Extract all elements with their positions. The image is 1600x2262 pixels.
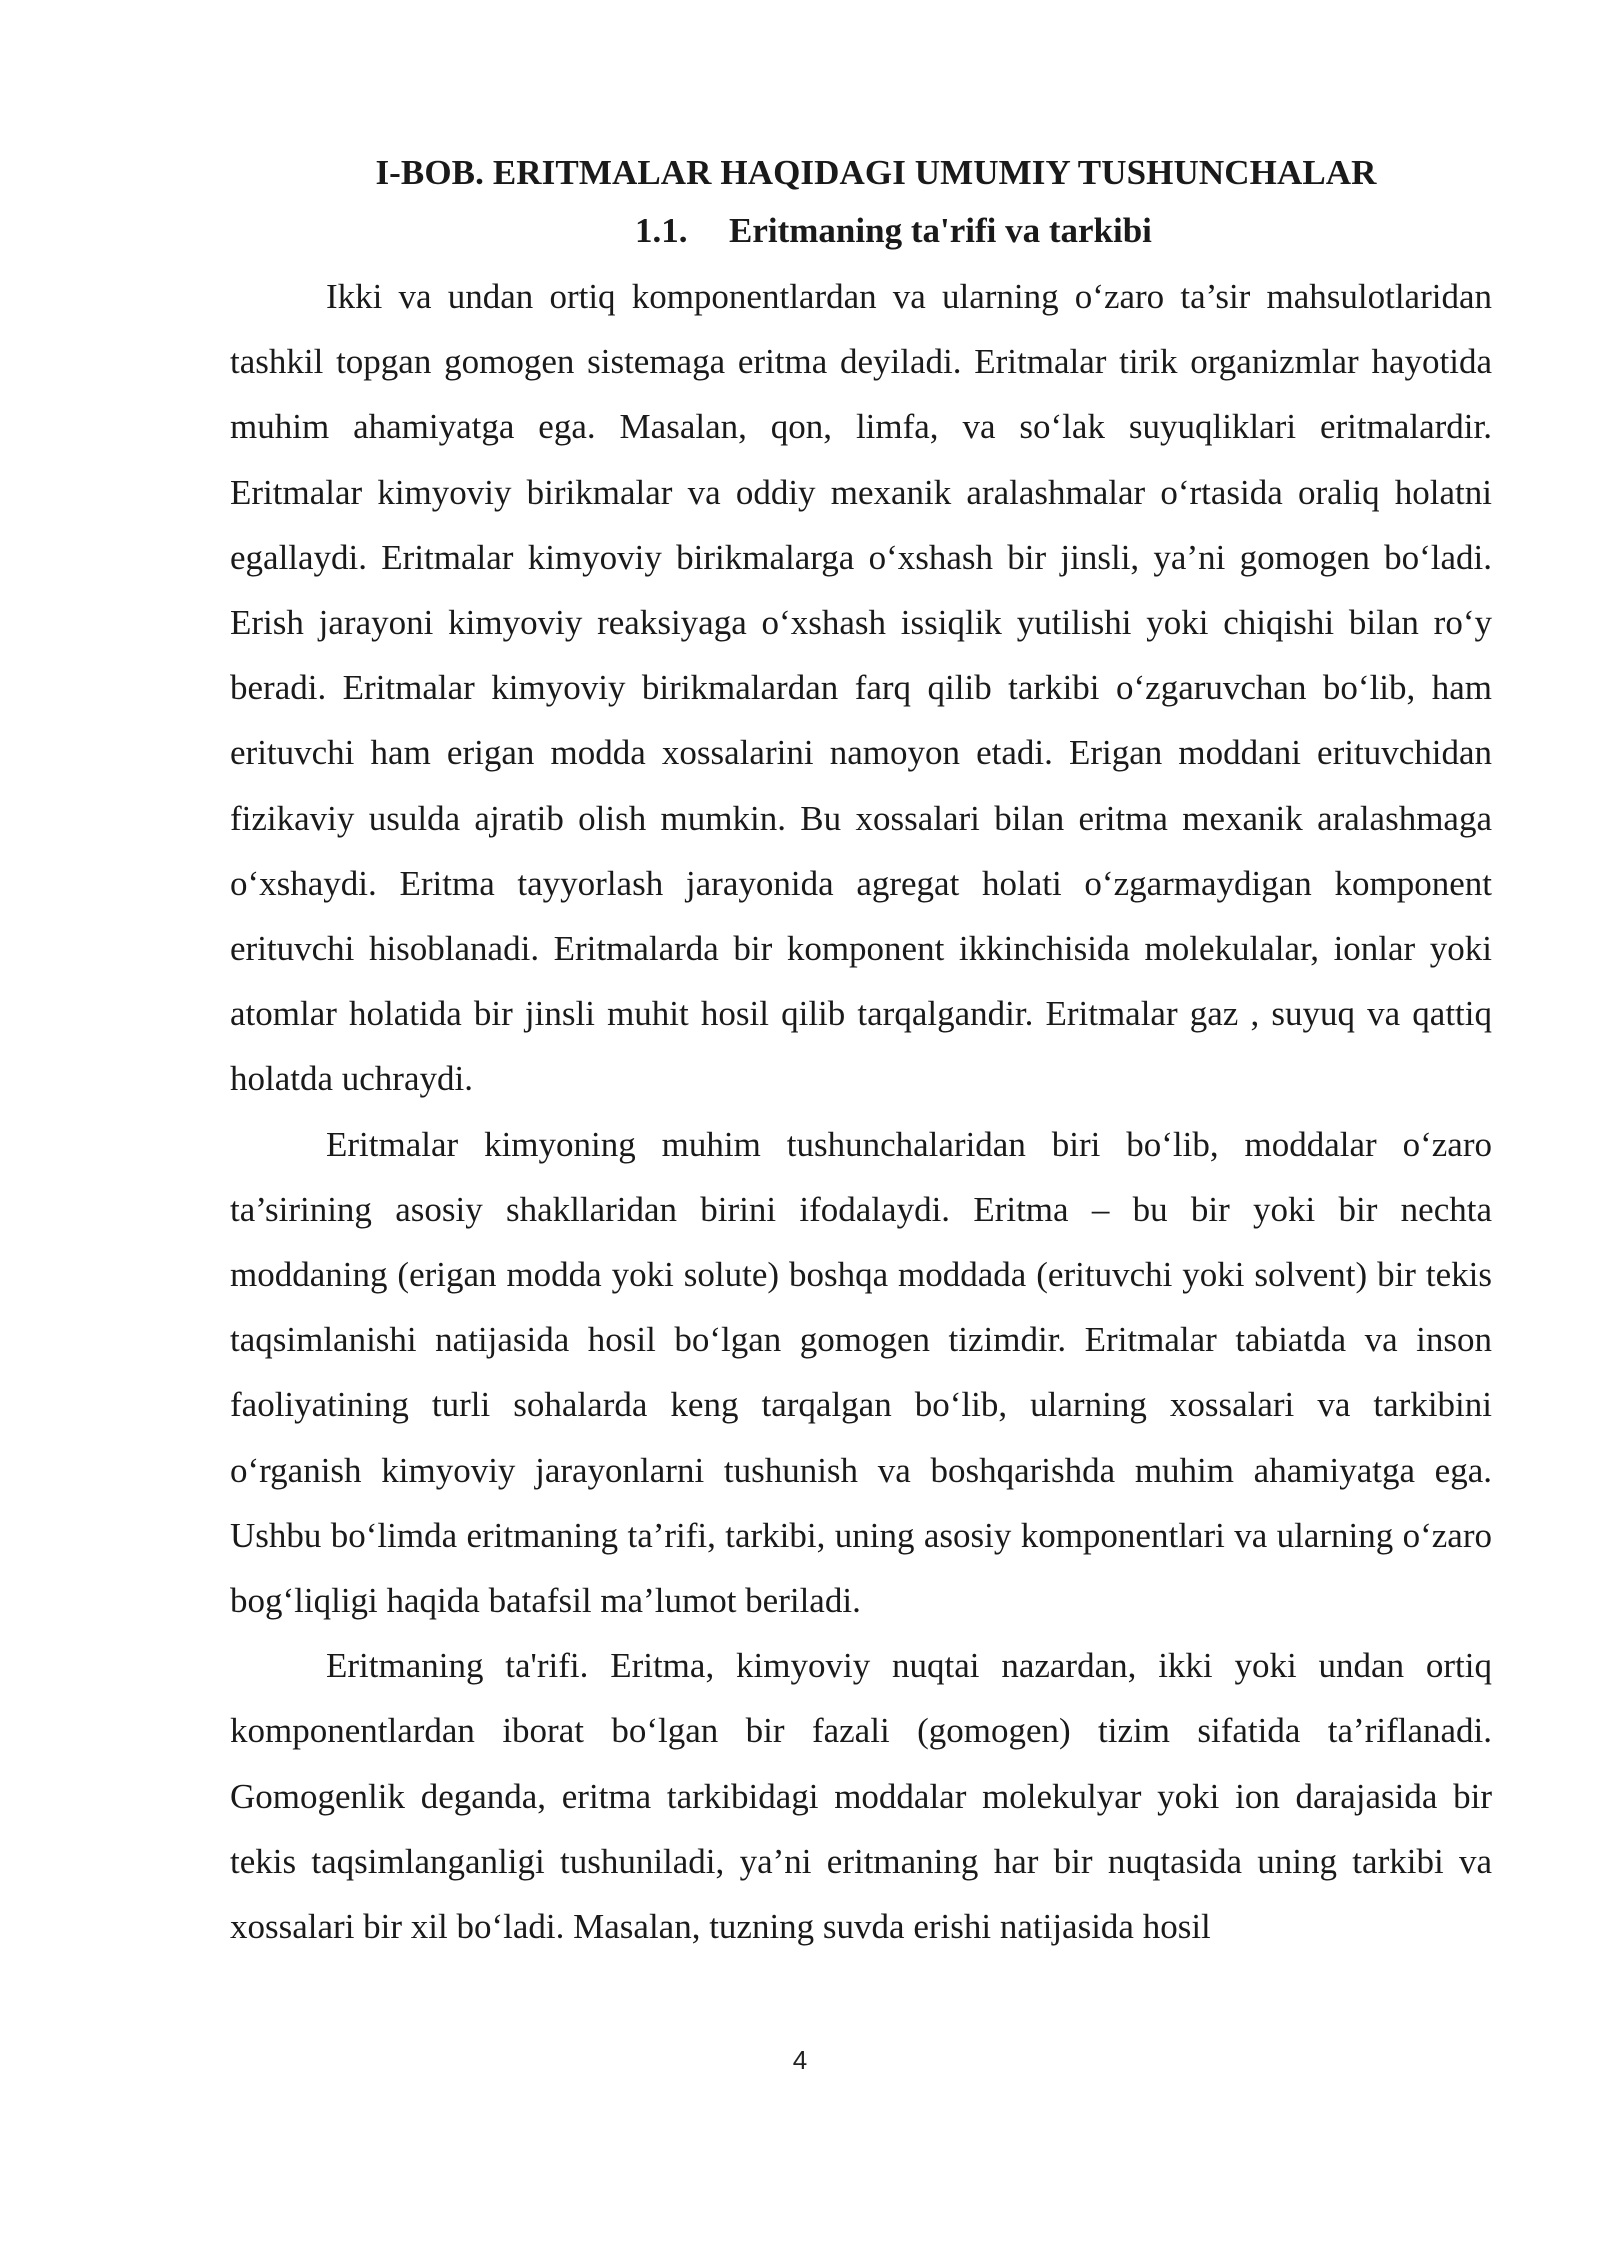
section-title: Eritmaning ta'rifi va tarkibi bbox=[729, 211, 1152, 250]
paragraph-1: Ikki va undan ortiq komponentlardan va ularning o‘zaro ta’sir mahsulotlaridan tashkil topgan gomogen sistemaga eritma deyiladi. Eritmalar tirik organizmlar hayotida muhim ahamiyatga ega. Masalan, qon, limfa, va so‘lak suyuqliklari eritmalardir. Eritmalar kimyoviy birikmalar va oddiy mexanik aralashmalar o‘rtasida oraliq holatni egallaydi. Eritmalar kimyoviy birikmalarga o‘xshash bir jinsli, ya’ni gomogen bo‘ladi. Erish jarayoni kimyoviy reaksiyaga o‘xshash issiqlik yutilishi yoki chiqishi bilan ro‘y beradi. Eritmalar kimyoviy birikmalardan farq qilib tarkibi o‘zgaruvchan bo‘lib, ham erituvchi ham erigan modda xossalarini namoyon etadi. Erigan moddani erituvchidan fizikaviy usulda ajratib olish mumkin. Bu xossalari bilan eritma mexanik aralashmaga o‘xshaydi. Eritma tayyorlash jarayonida agregat holati o‘zgarmaydigan komponent erituvchi hisoblanadi. Eritmalarda bir komponent ikkinchisida molekulalar, ionlar yoki atomlar holatida bir jinsli muhit hosil qilib tarqalgandir. Eritmalar gaz , suyuq va qattiq holatda uchraydi. bbox=[230, 277, 1492, 1099]
section-heading bbox=[230, 208, 1492, 254]
paragraph-2: Eritmalar kimyoning muhim tushunchalaridan biri bo‘lib, moddalar o‘zaro ta’sirining asosiy shakllaridan birini ifodalaydi. Eritma – bu bir yoki bir nechta moddaning (erigan modda yoki solute) boshqa moddada (erituvchi yoki solvent) bir tekis taqsimlanishi natijasida hosil bo‘lgan gomogen tizimdir. Eritmalar tabiatda va inson faoliyatining turli sohalarda keng tarqalgan bo‘lib, ularning xossalari va tarkibini o‘rganish kimyoviy jarayonlarni tushunish va boshqarishda muhim ahamiyatga ega. Ushbu bo‘limda eritmaning ta’rifi, tarkibi, uning asosiy komponentlari va ularning o‘zaro bog‘liqligi haqida batafsil ma’lumot beriladi. bbox=[230, 1124, 1492, 1621]
page-number: 4 bbox=[792, 2045, 808, 2075]
paragraph-3: Eritmaning ta'rifi. Eritma, kimyoviy nuqtai nazardan, ikki yoki undan ortiq komponentlardan iborat bo‘lgan bir fazali (gomogen) tizim sifatida ta’riflanadi. Gomogenlik deganda, eritma tarkibidagi moddalar molekulyar yoki ion darajasida bir tekis taqsimlanganligi tushuniladi, ya’ni eritmaning har bir nuqtasida uning tarkibi va xossalari bir xil bo‘ladi. Masalan, tuzning suvda erishi natijasida hosil bbox=[230, 1646, 1492, 1947]
document-page bbox=[230, 150, 1492, 1959]
chapter-title: I-BOB. ERITMALAR HAQIDAGI UMUMIY TUSHUNCHALAR bbox=[375, 153, 1377, 192]
section-number: 1.1. bbox=[635, 211, 688, 250]
